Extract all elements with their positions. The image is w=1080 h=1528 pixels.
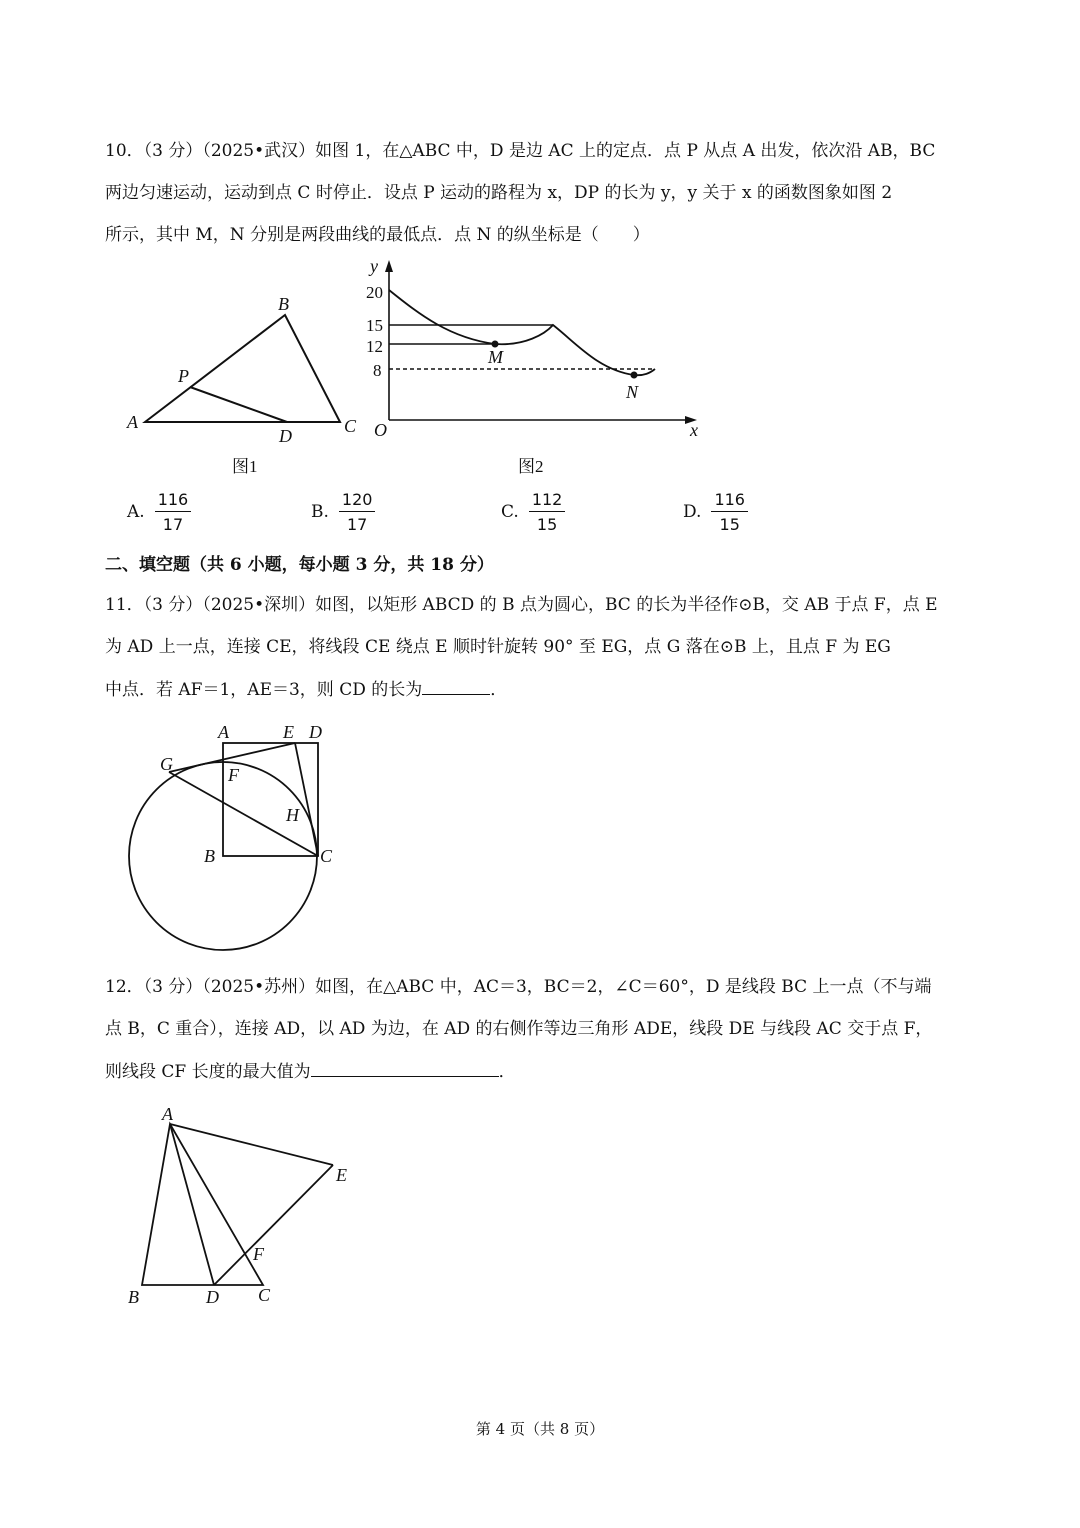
q12-segment-de [214,1165,333,1285]
section2-heading: 二、填空题（共 6 小题，每小题 3 分，共 18 分） [105,555,494,575]
q11-figure [129,743,318,950]
numerator: 120 [339,490,376,512]
q12-line3-text: 则线段 CF 长度的最大值为 [105,1062,311,1082]
q11-label-a: A [218,722,229,742]
q11-rectangle-abcd [223,743,318,856]
q10-label-d: D [279,426,292,446]
q11-line3 [105,678,507,701]
q12-line1: 12．（3 分）（2025•苏州）如图，在△ABC 中，AC＝3，BC＝2，∠C＝60°，D 是线段 BC 上一点（不与端 [105,977,932,997]
q12-segment-ad [170,1124,214,1285]
q12-line2: 点 B，C 重合），连接 AD，以 AD 为边，在 AD 的右侧作等边三角形 ADE，线段 DE 与线段 AC 交于点 F， [105,1019,933,1039]
q11-label-c: C [320,846,333,866]
q10-figure1 [145,315,340,422]
q11-label-h: H [286,805,299,825]
denominator: 15 [719,515,740,534]
q10-tick-15: 15 [366,316,383,335]
q11-line3-text: 中点．若 AF＝1，AE＝3，则 CD 的长为 [105,680,423,700]
option-fraction [711,490,748,534]
option-fraction [339,490,376,534]
option-fraction [529,490,566,534]
q12-label-d: D [206,1287,219,1307]
q10-tick-12: 12 [366,337,383,356]
q11-line2: 为 AD 上一点，连接 CE，将线段 CE 绕点 E 顺时针旋转 90° 至 EG，点 G 落在⊙B 上，且点 F 为 EG [105,637,891,657]
numerator: 112 [529,490,566,512]
q12-line3 [105,1060,516,1083]
q10-label-b: B [278,294,289,314]
denominator: 15 [536,515,558,534]
q12-triangle-abc [142,1124,263,1285]
option-fraction [155,490,192,534]
numerator: 116 [155,490,192,512]
q12-figure [142,1124,333,1285]
q10-line3: 所示，其中 M，N 分别是两段曲线的最低点．点 N 的纵坐标是（ ） [105,225,650,245]
option-label: C. [501,502,519,522]
q10-tick-20: 20 [366,283,383,302]
option-label: A. [127,502,145,522]
q10-y-arrow [385,260,393,272]
denominator: 17 [347,515,368,534]
q10-label-m: M [488,347,503,367]
q10-fig2-caption: 图2 [518,457,544,476]
denominator: 17 [162,515,184,534]
q11-label-d: D [309,722,322,742]
q12-label-f: F [253,1244,264,1264]
q10-label-c: C [344,416,357,436]
q10-figure2 [385,260,697,424]
q10-segment-pd [190,387,287,422]
numerator: 116 [711,490,748,512]
q10-curve [389,290,655,375]
q12-segment-ae [170,1124,333,1165]
q10-tick-8: 8 [373,361,382,380]
page-footer: 第 4 页（共 8 页） [475,1420,605,1438]
q11-label-b: B [204,846,215,866]
q12-line3-end: ． [498,1062,516,1082]
q11-label-g: G [160,754,173,774]
q10-option-d[interactable] [683,490,748,534]
q12-label-a: A [162,1104,173,1124]
q10-label-n: N [626,382,639,402]
option-label: D. [683,502,702,522]
q10-option-a[interactable] [127,490,191,534]
q11-label-e: E [283,722,294,742]
q10-point-n [631,372,638,379]
q10-origin-label: O [374,420,387,440]
q10-line1: 10．（3 分）（2025•武汉）如图 1，在△ABC 中，D 是边 AC 上的定点．点 P 从点 A 出发，依次沿 AB，BC [105,141,936,161]
q10-fig1-caption: 图1 [232,457,258,476]
q12-label-b: B [128,1287,139,1307]
q10-option-b[interactable] [311,490,375,534]
option-label: B. [311,502,329,522]
q10-label-p: P [178,366,189,386]
q12-label-e: E [336,1165,347,1185]
q11-line3-end: ． [490,680,508,700]
q10-line2: 两边匀速运动，运动到点 C 时停止．设点 P 运动的路程为 x，DP 的长为 y，y 关于 x 的函数图象如图 2 [105,183,893,203]
q11-line1: 11．（3 分）（2025•深圳）如图，以矩形 ABCD 的 B 点为圆心，BC 的长为半径作⊙B，交 AB 于点 F，点 E [105,595,938,615]
q12-label-c: C [258,1285,271,1305]
q10-option-c[interactable] [501,490,565,534]
q10-y-label: y [370,256,378,276]
q12-answer-blank[interactable] [311,1060,499,1077]
q10-label-a: A [127,412,138,432]
q11-answer-blank[interactable] [422,678,490,695]
q11-label-f: F [228,765,239,785]
q10-x-label: x [690,420,698,440]
